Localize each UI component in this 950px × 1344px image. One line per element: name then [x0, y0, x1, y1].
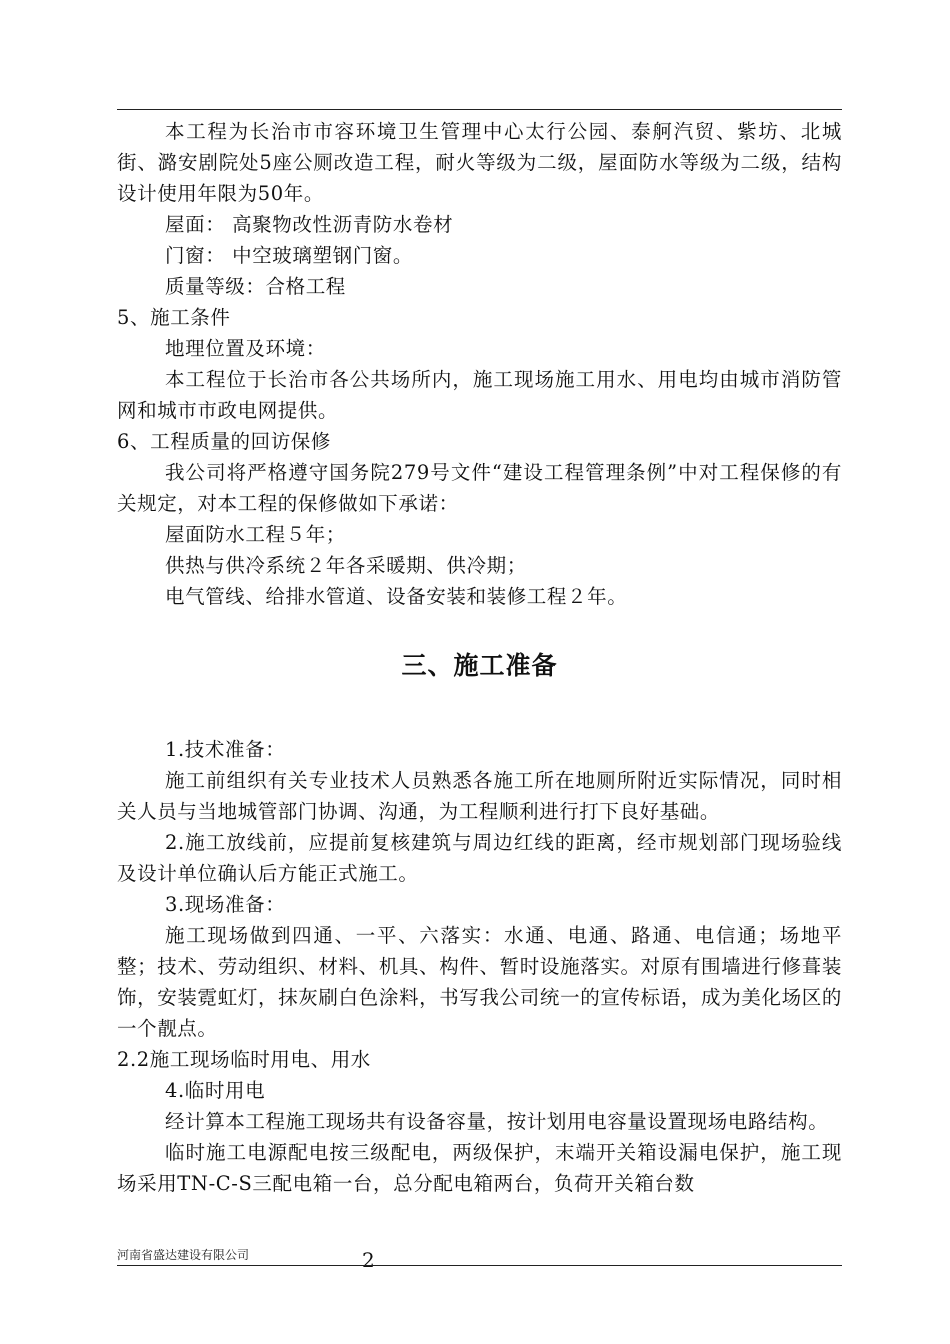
site-prep-body: 施工现场做到四通、一平、六落实：水通、电通、路通、电信通；场地平整；技术、劳动组织、材料、机具、构件、暂时设施落实。对原有围墙进行修葺装饰，安装霓虹灯，抹灰刷白色涂料，书写我公司统一的宣传标语，成为美化场区的一个靓点。	[117, 924, 842, 1040]
section-6-title: 6、工程质量的回访保修	[117, 430, 332, 453]
temp-electric-title: 4.临时用电	[165, 1079, 266, 1102]
layout-paragraph: 2.施工放线前，应提前复核建筑与周边红线的距离，经市规划部门现场验线及设计单位确认后方能正式施工。	[117, 831, 842, 885]
tech-prep-body: 施工前组织有关专业技术人员熟悉各施工所在地厕所附近实际情况，同时相关人员与当地城管部门协调、沟通，为工程顺利进行打下良好基础。	[117, 769, 842, 823]
section-5-subtitle: 地理位置及环境：	[165, 337, 326, 360]
temp-utilities-title: 2.2施工现场临时用电、用水	[117, 1048, 371, 1071]
chapter-heading: 三、施工准备	[401, 651, 558, 680]
temp-electric-body: 经计算本工程施工现场共有设备容量，按计划用电容量设置现场电路结构。	[165, 1110, 829, 1133]
footer-rule	[117, 1265, 842, 1266]
window-spec: 门窗： 中空玻璃塑钢门窗。	[165, 244, 413, 267]
document-body	[117, 116, 842, 1199]
warranty-item: 供热与供冷系统２年各采暖期、供冷期；	[165, 554, 527, 577]
quality-grade: 质量等级：合格工程	[165, 275, 346, 298]
site-prep-title: 3.现场准备：	[165, 893, 286, 916]
roof-spec: 屋面： 高聚物改性沥青防水卷材	[165, 213, 454, 236]
section-6-body: 我公司将严格遵守国务院279号文件“建设工程管理条例”中对工程保修的有关规定，对本工程的保修做如下承诺：	[117, 461, 842, 515]
section-5-title: 5、施工条件	[117, 306, 231, 329]
page-number: 2	[362, 1248, 375, 1272]
warranty-item: 电气管线、给排水管道、设备安装和装修工程２年。	[165, 585, 628, 608]
tech-prep-title: 1.技术准备：	[165, 738, 286, 761]
project-overview: 本工程为长治市市容环境卫生管理中心太行公园、泰舸汽贸、紫坊、北城街、潞安剧院处5座公厕改造工程，耐火等级为二级，屋面防水等级为二级，结构设计使用年限为50年。	[117, 120, 842, 205]
temp-electric-body-2: 临时施工电源配电按三级配电，两级保护，末端开关箱设漏电保护，施工现场采用TN-C-S三配电箱一台，总分配电箱两台，负荷开关箱台数	[117, 1141, 842, 1195]
footer-company: 河南省盛达建设有限公司	[117, 1248, 250, 1262]
section-5-body: 本工程位于长治市各公共场所内，施工现场施工用水、用电均由城市消防管网和城市市政电网提供。	[117, 368, 842, 422]
header-rule	[117, 109, 842, 110]
warranty-item: 屋面防水工程５年；	[165, 523, 346, 546]
